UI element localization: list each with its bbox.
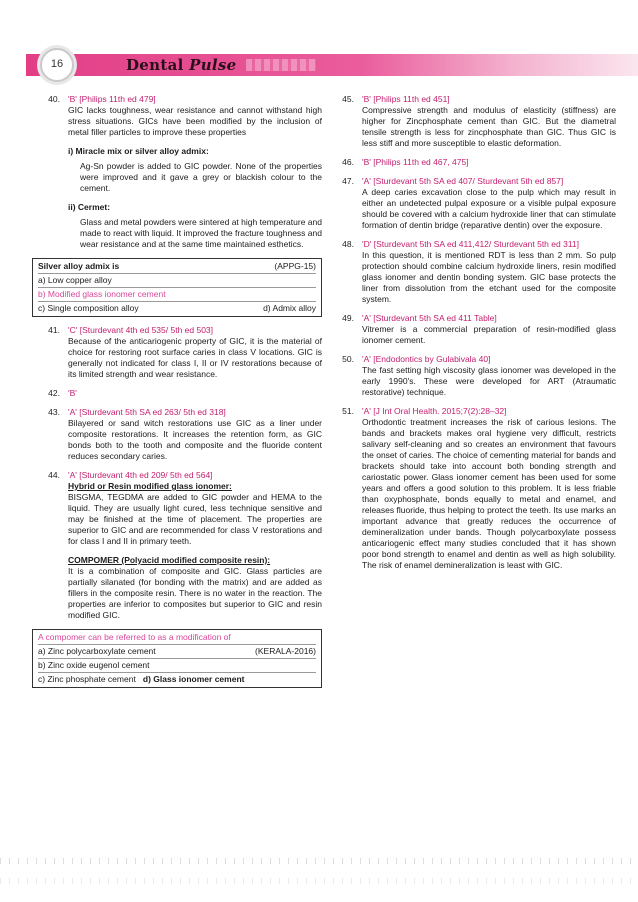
right-column	[326, 94, 616, 579]
answer-number: 43.	[48, 407, 60, 417]
page-number: 16	[50, 58, 64, 70]
header-ghost-text	[246, 59, 316, 71]
answer-number: 45.	[342, 94, 354, 104]
answer-reference: 'A' [J Int Oral Health. 2015;7(2):28–32]	[362, 406, 507, 416]
subsection-body: Ag-Sn powder is added to GIC powder. None of the properties were improved and it gave a grey or blackish colour to the cement.	[80, 161, 322, 193]
answer-text: The fast setting high viscosity glass ionomer was developed in the early 1990's. These were developed for ART (Atraumatic restorative) technique.	[362, 365, 616, 397]
option-b: b) Modified glass ionomer cement	[38, 287, 316, 300]
answer-text: BISGMA, TEGDMA are added to GIC powder and HEMA to the liquid. They are usually light cured, less technique sensitive and may be finished at the time of placement. The properties are superior to GIC and are recommended for class V restorations and for class I and II in primary teeth.	[68, 492, 322, 546]
answer-text: It is a combination of composite and GIC. Glass particles are partially silanated (for bonding with the matrix) and are added as fillers in the composite resin. There is no water in the reaction. The properties are inferior to composites but superior to GIC and resin modified GIC.	[68, 566, 322, 620]
answer-46	[326, 157, 616, 168]
answer-42	[32, 388, 322, 399]
answer-reference: 'A' [Sturdevant 5th SA ed 263/ 5th ed 318]	[68, 407, 226, 417]
answer-text: Vitremer is a commercial preparation of resin-modified glass ionomer cement.	[362, 324, 616, 345]
page-number-badge	[40, 48, 74, 82]
option-b: b) Zinc oxide eugenol cement	[38, 658, 316, 671]
answer-reference: 'A' [Sturdevant 5th SA ed 411 Table]	[362, 313, 497, 323]
scan-noise	[0, 858, 638, 864]
option-c: c) Zinc phosphate cement	[38, 674, 136, 684]
answer-45	[326, 94, 616, 149]
subsection-miracle-mix	[68, 146, 322, 194]
answer-number: 41.	[48, 325, 60, 335]
answer-reference: 'A' [Endodontics by Gulabivala 40]	[362, 354, 491, 364]
answer-43	[32, 407, 322, 462]
header-band	[26, 54, 638, 76]
heading-compomer: COMPOMER (Polyacid modified composite resin):	[68, 555, 271, 565]
subsection-cermet	[68, 202, 322, 250]
answer-number: 46.	[342, 157, 354, 167]
answer-number: 42.	[48, 388, 60, 398]
box-source: (KERALA-2016)	[255, 646, 316, 656]
option-a: a) Low copper alloy	[38, 273, 316, 286]
answer-text: Because of the anticariogenic property of GIC, it is the material of choice for restoring root surface caries in class V locations. GIC is generally not indicated for class I, II or IV restorations because of its limited strength and wear resistance.	[68, 336, 322, 379]
answer-41	[32, 325, 322, 380]
question-box-compomer	[32, 629, 322, 688]
answer-number: 44.	[48, 470, 60, 480]
journal-title-part1: Dental	[126, 56, 184, 74]
option-d: d) Admix alloy	[263, 303, 316, 313]
answer-text: Compressive strength and modulus of elasticity (stiffness) are higher for Zincphosphate cement than GIC. But the diametral tensile strength is less for zincphosphate than GIC. Thus GIC is less stiff and more susceptible to elastic deformation.	[362, 105, 616, 148]
answer-text: A deep caries excavation close to the pulp which may result in either an undetected pulpal exposure or a visible pulpal exposure should be covered with a calcium hydroxide liner that can stimulate formation of dentin bridge (reparative dentin) over the exposure.	[362, 187, 616, 230]
journal-title-part2: Pulse	[189, 56, 237, 74]
box-question: A compomer can be referred to as a modification of	[38, 632, 231, 642]
answer-reference: 'C' [Sturdevant 4th ed 535/ 5th ed 503]	[68, 325, 214, 335]
answer-reference: 'B' [Philips 11th ed 467, 475]	[362, 157, 469, 167]
subsection-title: ii) Cermet:	[68, 202, 111, 212]
option-c: c) Single composition alloy	[38, 303, 139, 313]
heading-hybrid-gic: Hybrid or Resin modified glass ionomer:	[68, 481, 232, 491]
journal-title	[126, 56, 237, 74]
answer-reference: 'A' [Sturdevant 4th ed 209/ 5th ed 564]	[68, 470, 213, 480]
left-column	[32, 94, 322, 696]
answer-47	[326, 176, 616, 231]
answer-48	[326, 239, 616, 305]
subsection-title: i) Miracle mix or silver alloy admix:	[68, 146, 209, 156]
answer-44	[32, 470, 322, 621]
answer-reference: 'B' [Philips 11th ed 451]	[362, 94, 450, 104]
answer-reference: 'B'	[68, 388, 77, 398]
answer-reference: 'D' [Sturdevant 5th SA ed 411,412/ Sturdevant 5th ed 311]	[362, 239, 579, 249]
answer-51	[326, 406, 616, 571]
answer-number: 50.	[342, 354, 354, 364]
answer-text: Orthodontic treatment increases the risk of carious lesions. The bands and brackets makes oral hygiene very difficult, restricts salivary self-cleaning and so creates an environment that favours the onset of caries. The choice of cementing material for bands and brackets should take into account both bonding strength and cariostatic power. Glass ionomer cement has been used for some years and offers a good solution to this problem. It is less friable than oxyphosphate, bonds equally to metal and enamel, and releases fluoride, thus helping to protect the teeth. Its use marks an important advance that greatly reduces the occurrence of demineralization under bands. Though polycarboxylate possess anticariogenic effect many studies concluded that it has shown poor bond strength to enamel and dentin as well as high solubility. The risk of enamel demineralization is least with GIC.	[362, 417, 616, 570]
answer-50	[326, 354, 616, 398]
answer-text: Bilayered or sand witch restorations use GIC as a liner under composite restorations. It increases the retention form, as GIC bonds both to the tooth and composite and the fluoride content reduces secondary caries.	[68, 418, 322, 461]
answer-number: 49.	[342, 313, 354, 323]
answer-reference: 'A' [Sturdevant 5th SA ed 407/ Sturdevant 5th ed 857]	[362, 176, 564, 186]
subsection-body: Glass and metal powders were sintered at high temperature and made to react with liquid. It improved the fracture toughness and wear resistance and at the same time maintained esthetics.	[80, 217, 322, 249]
answer-49	[326, 313, 616, 346]
answer-number: 40.	[48, 94, 60, 104]
box-question: Silver alloy admix is	[38, 261, 120, 271]
option-a: a) Zinc polycarboxylate cement	[38, 646, 156, 656]
answer-number: 51.	[342, 406, 354, 416]
box-source: (APPG-15)	[274, 261, 316, 271]
answer-number: 48.	[342, 239, 354, 249]
answer-text: In this question, it is mentioned RDT is less than 2 mm. So pulp protection should combine calcium hydroxide liners, resin modified glass ionomer and dentin bonding system. GIC base protects the liner from dissolution from the etchant used for the composite system.	[362, 250, 616, 304]
answer-reference: 'B' [Philips 11th ed 479]	[68, 94, 156, 104]
answer-number: 47.	[342, 176, 354, 186]
question-box-silver-alloy	[32, 258, 322, 317]
scan-noise	[0, 878, 638, 884]
answer-40	[32, 94, 322, 250]
answer-text: GIC lacks toughness, wear resistance and cannot withstand high stress situations. GICs have been modified by the inclusion of metal filler particles to improve these properties	[68, 105, 322, 137]
option-d: d) Glass ionomer cement	[142, 674, 245, 684]
